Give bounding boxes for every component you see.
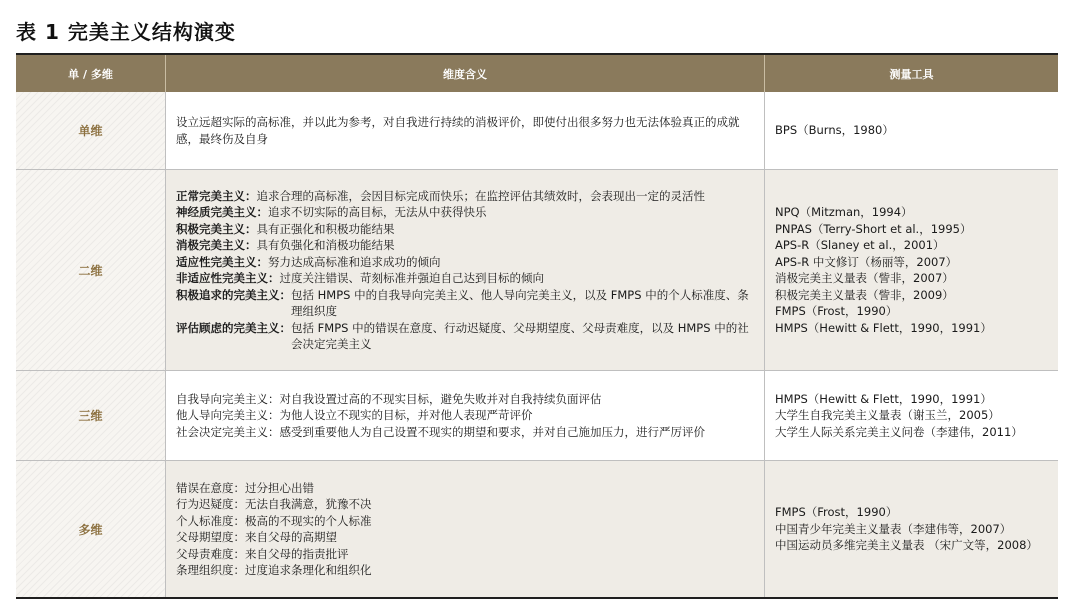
meaning-item: 条理组织度： 过度追求条理化和组织化 <box>176 563 372 577</box>
tool-item: HMPS（Hewitt & Flett，1990，1991） <box>775 391 992 406</box>
table-row <box>16 92 1058 170</box>
tool-item: HMPS（Hewitt & Flett，1990，1991） <box>775 320 992 335</box>
meaning-item: 适应性完美主义： 努力达成高标准和追求成功的倾向 <box>176 254 441 269</box>
table-row <box>16 170 1058 371</box>
table-row <box>16 371 1058 461</box>
row-type-label: 三维 <box>16 371 166 460</box>
meaning-item: 自我导向完美主义： 对自我设置过高的不现实目标，避免失败并对自我持续负面评估 <box>176 391 602 406</box>
meaning-text: 设立远超实际的高标准，并以此为参考，对自我进行持续的消极评价，即使付出很多努力也无法体验真正的成就感，最终伤及自身 <box>176 115 740 146</box>
meaning-item: 评估顾虑的完美主义： 包括 FMPS 中的错误在意度、行动迟疑度、父母期望度、父母责难度，以及 HMPS 中的社会决定完美主义 <box>176 320 749 351</box>
header-tools: 测量工具 <box>889 67 934 81</box>
meaning-item: 神经质完美主义： 追求不切实际的高目标，无法从中获得快乐 <box>176 205 487 219</box>
tool-item: APS-R 中文修订（杨丽等，2007） <box>775 254 958 269</box>
tool-item: BPS（Burns，1980） <box>775 123 894 138</box>
meaning-item: 积极完美主义： 具有正强化和积极功能结果 <box>176 221 395 236</box>
tool-item: FMPS（Frost，1990） <box>775 505 898 520</box>
evolution-table <box>16 53 1058 599</box>
row-meaning <box>166 170 765 370</box>
meaning-item: 个人标准度： 极高的不现实的个人标准 <box>176 513 372 528</box>
tool-item: NPQ（Mitzman，1994） <box>775 205 913 219</box>
meaning-item: 他人导向完美主义： 为他人设立不现实的目标，并对他人表现严苛评价 <box>176 408 533 423</box>
meaning-item: 父母责难度： 来自父母的指责批评 <box>176 546 349 561</box>
row-type-label: 单维 <box>16 92 166 169</box>
meaning-item: 消极完美主义： 具有负强化和消极功能结果 <box>176 238 395 252</box>
row-tools <box>765 170 1058 370</box>
row-tools <box>765 461 1058 597</box>
row-tools <box>765 92 1058 169</box>
row-type-label: 多维 <box>16 461 166 597</box>
table-row <box>16 461 1058 597</box>
tool-item: 中国运动员多维完美主义量表 （宋广文等，2008） <box>775 538 1038 553</box>
row-meaning <box>166 461 765 597</box>
meaning-item: 行为迟疑度： 无法自我满意，犹豫不决 <box>176 497 372 511</box>
row-type-label: 二维 <box>16 170 166 370</box>
header-dimension: 单 / 多维 <box>16 55 166 92</box>
tool-item: APS-R（Slaney et al.，2001） <box>775 238 945 252</box>
meaning-item: 积极追求的完美主义： 包括 HMPS 中的自我导向完美主义、他人导向完美主义，以及 FMPS 中的个人标准度、条理组织度 <box>176 287 749 318</box>
table-header-row <box>16 55 1058 92</box>
table-title: 表 1 完美主义结构演变 <box>16 20 236 44</box>
tool-item: 大学生人际关系完美主义问卷（李建伟，2011） <box>775 424 1023 439</box>
tool-item: 大学生自我完美主义量表（谢玉兰，2005） <box>775 408 1000 423</box>
tool-item: 消极完美主义量表（訾非，2007） <box>775 271 954 285</box>
tool-item: 积极完美主义量表（訾非，2009） <box>775 287 954 302</box>
row-meaning <box>166 371 765 460</box>
row-tools <box>765 371 1058 460</box>
tool-item: FMPS（Frost，1990） <box>775 304 898 318</box>
meaning-item: 正常完美主义： 追求合理的高标准，会因目标完成而快乐；在监控评估其绩效时，会表现出一定的灵活性 <box>176 188 705 203</box>
header-meaning: 维度含义 <box>166 55 765 92</box>
row-meaning <box>166 92 765 169</box>
meaning-item: 社会决定完美主义： 感受到重要他人为自己设置不现实的期望和要求，并对自己施加压力，进行严厉评价 <box>176 424 705 439</box>
meaning-item: 非适应性完美主义： 过度关注错误、苛刻标准并强迫自己达到目标的倾向 <box>176 271 544 285</box>
meaning-item: 父母期望度： 来自父母的高期望 <box>176 530 337 544</box>
tool-item: 中国青少年完美主义量表（李建伟等，2007） <box>775 521 1012 536</box>
tool-item: PNPAS（Terry-Short et al.，1995） <box>775 221 972 236</box>
meaning-item: 错误在意度： 过分担心出错 <box>176 480 314 495</box>
